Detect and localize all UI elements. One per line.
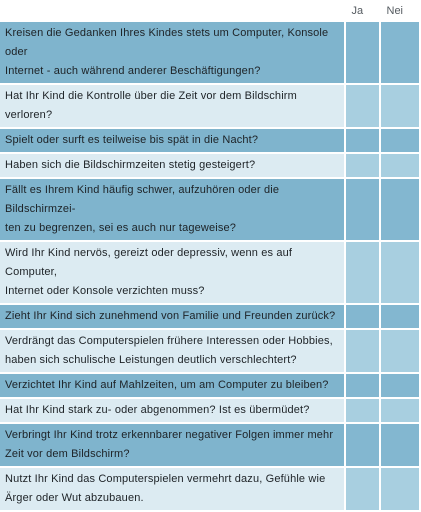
answer-no-cell[interactable]: [380, 178, 420, 241]
question-text: [0, 153, 345, 178]
question-line: Haben sich die Bildschirmzeiten stetig gesteigert?: [5, 159, 256, 171]
question-row: [0, 241, 420, 304]
answer-yes-cell[interactable]: [345, 398, 380, 423]
question-text: [0, 22, 345, 84]
question-line: Hat Ihr Kind stark zu- oder abgenommen? Ist es übermüdet?: [5, 404, 310, 416]
question-line: Verdrängt das Computerspielen frühere Interessen oder Hobbies,: [5, 335, 333, 347]
no-column-header: Nei: [380, 0, 420, 22]
answer-no-cell[interactable]: [380, 153, 420, 178]
answer-no-cell[interactable]: [380, 423, 420, 467]
question-row: [0, 467, 420, 511]
answer-no-cell[interactable]: [380, 241, 420, 304]
answer-no-cell[interactable]: [380, 128, 420, 153]
answer-yes-cell[interactable]: [345, 423, 380, 467]
answer-no-cell[interactable]: [380, 304, 420, 329]
question-text: [0, 84, 345, 128]
answer-yes-cell[interactable]: [345, 304, 380, 329]
answer-yes-cell[interactable]: [345, 84, 380, 128]
answer-yes-cell[interactable]: [345, 241, 380, 304]
answer-yes-cell[interactable]: [345, 329, 380, 373]
answer-yes-cell[interactable]: [345, 22, 380, 84]
answer-no-cell[interactable]: [380, 467, 420, 511]
question-line: Zeit vor dem Bildschirm?: [5, 448, 130, 460]
answer-no-cell[interactable]: [380, 84, 420, 128]
question-text: [0, 329, 345, 373]
question-row: [0, 373, 420, 398]
answer-no-cell[interactable]: [380, 329, 420, 373]
question-text: [0, 373, 345, 398]
yes-column-header: Ja: [345, 0, 380, 22]
question-row: [0, 84, 420, 128]
answer-yes-cell[interactable]: [345, 153, 380, 178]
question-line: Spielt oder surft es teilweise bis spät in die Nacht?: [5, 134, 259, 146]
question-text: [0, 398, 345, 423]
question-line: Wird Ihr Kind nervös, gereizt oder depressiv, wenn es auf Computer,: [5, 247, 293, 278]
question-line: Zieht Ihr Kind sich zunehmend von Familie und Freunden zurück?: [5, 310, 336, 322]
header-row: [0, 0, 420, 22]
answer-yes-cell[interactable]: [345, 467, 380, 511]
question-row: [0, 128, 420, 153]
question-line: Kreisen die Gedanken Ihres Kindes stets um Computer, Konsole oder: [5, 27, 329, 58]
question-text: [0, 128, 345, 153]
question-row: [0, 178, 420, 241]
question-line: Internet oder Konsole verzichten muss?: [5, 285, 205, 297]
answer-no-cell[interactable]: [380, 22, 420, 84]
question-line: Ärger oder Wut abzubauen.: [5, 492, 144, 504]
question-line: Fällt es Ihrem Kind häufig schwer, aufzuhören oder die Bildschirmzei-: [5, 184, 280, 215]
question-row: [0, 398, 420, 423]
question-row: [0, 329, 420, 373]
answer-yes-cell[interactable]: [345, 178, 380, 241]
question-text: [0, 178, 345, 241]
question-row: [0, 304, 420, 329]
question-row: [0, 423, 420, 467]
question-column-header: [0, 0, 345, 22]
question-line: Verzichtet Ihr Kind auf Mahlzeiten, um am Computer zu bleiben?: [5, 379, 329, 391]
question-line: Nutzt Ihr Kind das Computerspielen vermehrt dazu, Gefühle wie: [5, 473, 326, 485]
question-line: Verbringt Ihr Kind trotz erkennbarer negativer Folgen immer mehr: [5, 429, 334, 441]
question-line: haben sich schulische Leistungen deutlich verschlechtert?: [5, 354, 297, 366]
question-row: [0, 22, 420, 84]
question-text: [0, 467, 345, 511]
answer-yes-cell[interactable]: [345, 373, 380, 398]
question-line: Hat Ihr Kind die Kontrolle über die Zeit vor dem Bildschirm verloren?: [5, 90, 297, 121]
question-text: [0, 423, 345, 467]
question-line: ten zu begrenzen, sei es auch nur tageweise?: [5, 222, 237, 234]
question-text: [0, 241, 345, 304]
answer-no-cell[interactable]: [380, 373, 420, 398]
answer-yes-cell[interactable]: [345, 128, 380, 153]
question-text: [0, 304, 345, 329]
question-line: Internet - auch während anderer Beschäftigungen?: [5, 65, 261, 77]
question-row: [0, 153, 420, 178]
answer-no-cell[interactable]: [380, 398, 420, 423]
